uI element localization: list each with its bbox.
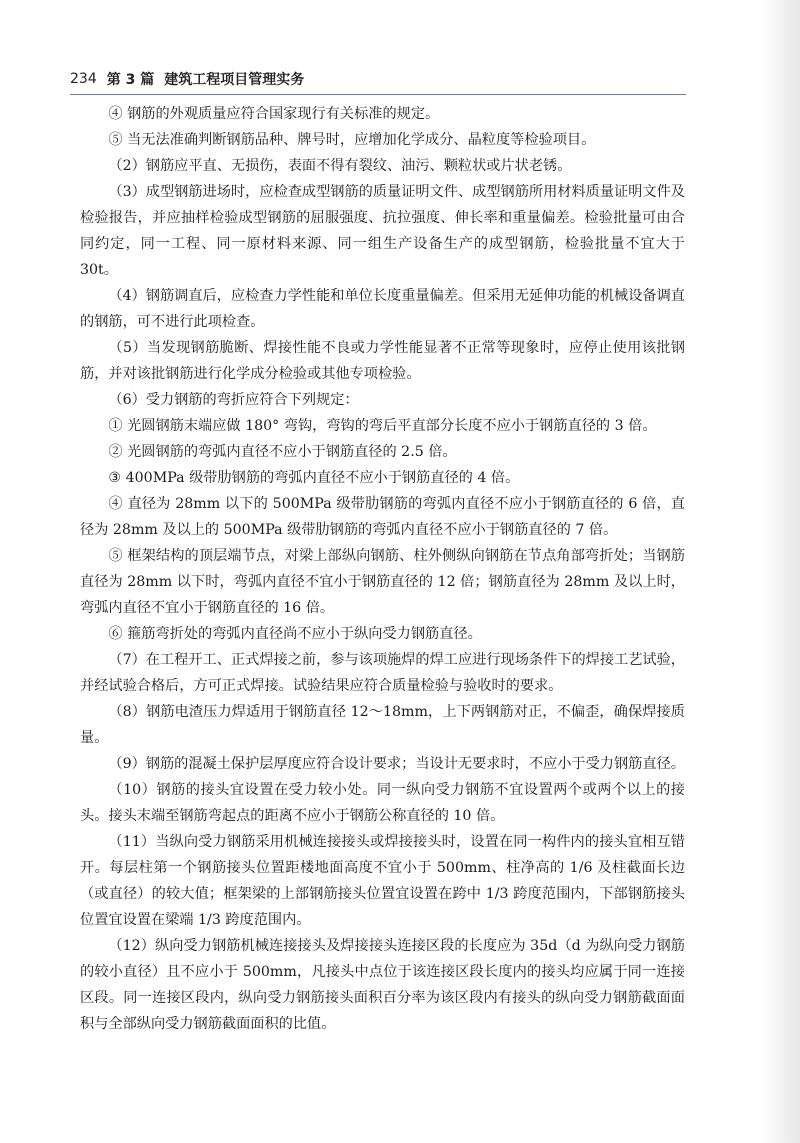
paragraph: ⑤ 当无法准确判断钢筋品种、牌号时，应增加化学成分、晶粒度等检验项目。 bbox=[108, 132, 596, 148]
paragraph: （9）钢筋的混凝土保护层厚度应符合设计要求；当设计无要求时，不应小于受力钢筋直径。 bbox=[108, 756, 685, 772]
paragraph: （12）纵向受力钢筋机械连接接头及焊接接头连接区段的长度应为 35d（d 为纵向受力钢筋的较小直径）且不应小于 500mm，凡接头中点位于该连接区段长度内的接头均应属于同一连接区段。同一连接区段内，纵向受力钢筋接头面积百分率为该区段内有接头的纵向受力钢筋截面面积与全部纵向受力钢筋截面面积的比值。 bbox=[80, 938, 685, 1032]
paragraph: ② 光圆钢筋的弯弧内直径不应小于钢筋直径的 2.5 倍。 bbox=[108, 444, 457, 460]
paragraph: ⑤ 框架结构的顶层端节点，对梁上部纵向钢筋、柱外侧纵向钢筋在节点角部弯折处；当钢筋直径为 28mm 以下时，弯弧内直径不宜小于钢筋直径的 12 倍；钢筋直径为 28mm 及以上时，弯弧内直径不宜小于钢筋直径的 16 倍。 bbox=[80, 548, 685, 616]
paragraph: （2）钢筋应平直、无损伤，表面不得有裂纹、油污、颗粒状或片状老锈。 bbox=[108, 158, 572, 174]
paragraph: ① 光圆钢筋末端应做 180° 弯钩，弯钩的弯后平直部分长度不应小于钢筋直径的 3 倍。 bbox=[108, 418, 657, 434]
paragraph: （6）受力钢筋的弯折应符合下列规定： bbox=[108, 392, 359, 408]
header-rule bbox=[70, 94, 686, 95]
body-text bbox=[80, 101, 685, 1037]
paragraph: ③ 400MPa 级带肋钢筋的弯弧内直径不应小于钢筋直径的 4 倍。 bbox=[108, 470, 520, 486]
paragraph: ④ 直径为 28mm 以下的 500MPa 级带肋钢筋的弯弧内直径不应小于钢筋直径的 6 倍，直径为 28mm 及以上的 500MPa 级带肋钢筋的弯弧内直径不应小于钢筋直径的 7 倍。 bbox=[80, 496, 685, 538]
paragraph: （4）钢筋调直后，应检查力学性能和单位长度重量偏差。但采用无延伸功能的机械设备调直的钢筋，可不进行此项检查。 bbox=[80, 288, 685, 330]
running-header bbox=[70, 66, 710, 92]
paragraph: （3）成型钢筋进场时，应检查成型钢筋的质量证明文件、成型钢筋所用材料质量证明文件及检验报告，并应抽样检验成型钢筋的屈服强度、抗拉强度、伸长率和重量偏差。检验批量可由合同约定，同一工程、同一原材料来源、同一组生产设备生产的成型钢筋，检验批量不宜大于 30t。 bbox=[80, 184, 685, 278]
page-gutter-shadow bbox=[760, 0, 800, 1143]
paragraph: （10）钢筋的接头宜设置在受力较小处。同一纵向受力钢筋不宜设置两个或两个以上的接头。接头末端至钢筋弯起点的距离不应小于钢筋公称直径的 10 倍。 bbox=[80, 782, 685, 824]
paragraph: ④ 钢筋的外观质量应符合国家现行有关标准的规定。 bbox=[108, 106, 440, 122]
part-label: 第 3 篇 bbox=[106, 72, 155, 88]
paragraph: ⑥ 箍筋弯折处的弯弧内直径尚不应小于纵向受力钢筋直径。 bbox=[108, 626, 482, 642]
paragraph: （7）在工程开工、正式焊接之前，参与该项施焊的焊工应进行现场条件下的焊接工艺试验，并经试验合格后，方可正式焊接。试验结果应符合质量检验与验收时的要求。 bbox=[80, 652, 685, 694]
book-title: 建筑工程项目管理实务 bbox=[164, 72, 305, 88]
paragraph: （8）钢筋电渣压力焊适用于钢筋直径 12～18mm，上下两钢筋对正，不偏歪，确保焊接质量。 bbox=[80, 704, 685, 746]
paragraph: （11）当纵向受力钢筋采用机械连接接头或焊接接头时，设置在同一构件内的接头宜相互错开。每层柱第一个钢筋接头位置距楼地面高度不宜小于 500mm、柱净高的 1/6 及柱截面长边（或直径）的较大值；框架梁的上部钢筋接头位置宜设置在跨中 1/3 跨度范围内，下部钢筋接头位置宜设置在梁端 1/3 跨度范围内。 bbox=[80, 834, 685, 928]
page-number: 234 bbox=[70, 71, 97, 87]
paragraph: （5）当发现钢筋脆断、焊接性能不良或力学性能显著不正常等现象时，应停止使用该批钢筋，并对该批钢筋进行化学成分检验或其他专项检验。 bbox=[80, 340, 685, 382]
